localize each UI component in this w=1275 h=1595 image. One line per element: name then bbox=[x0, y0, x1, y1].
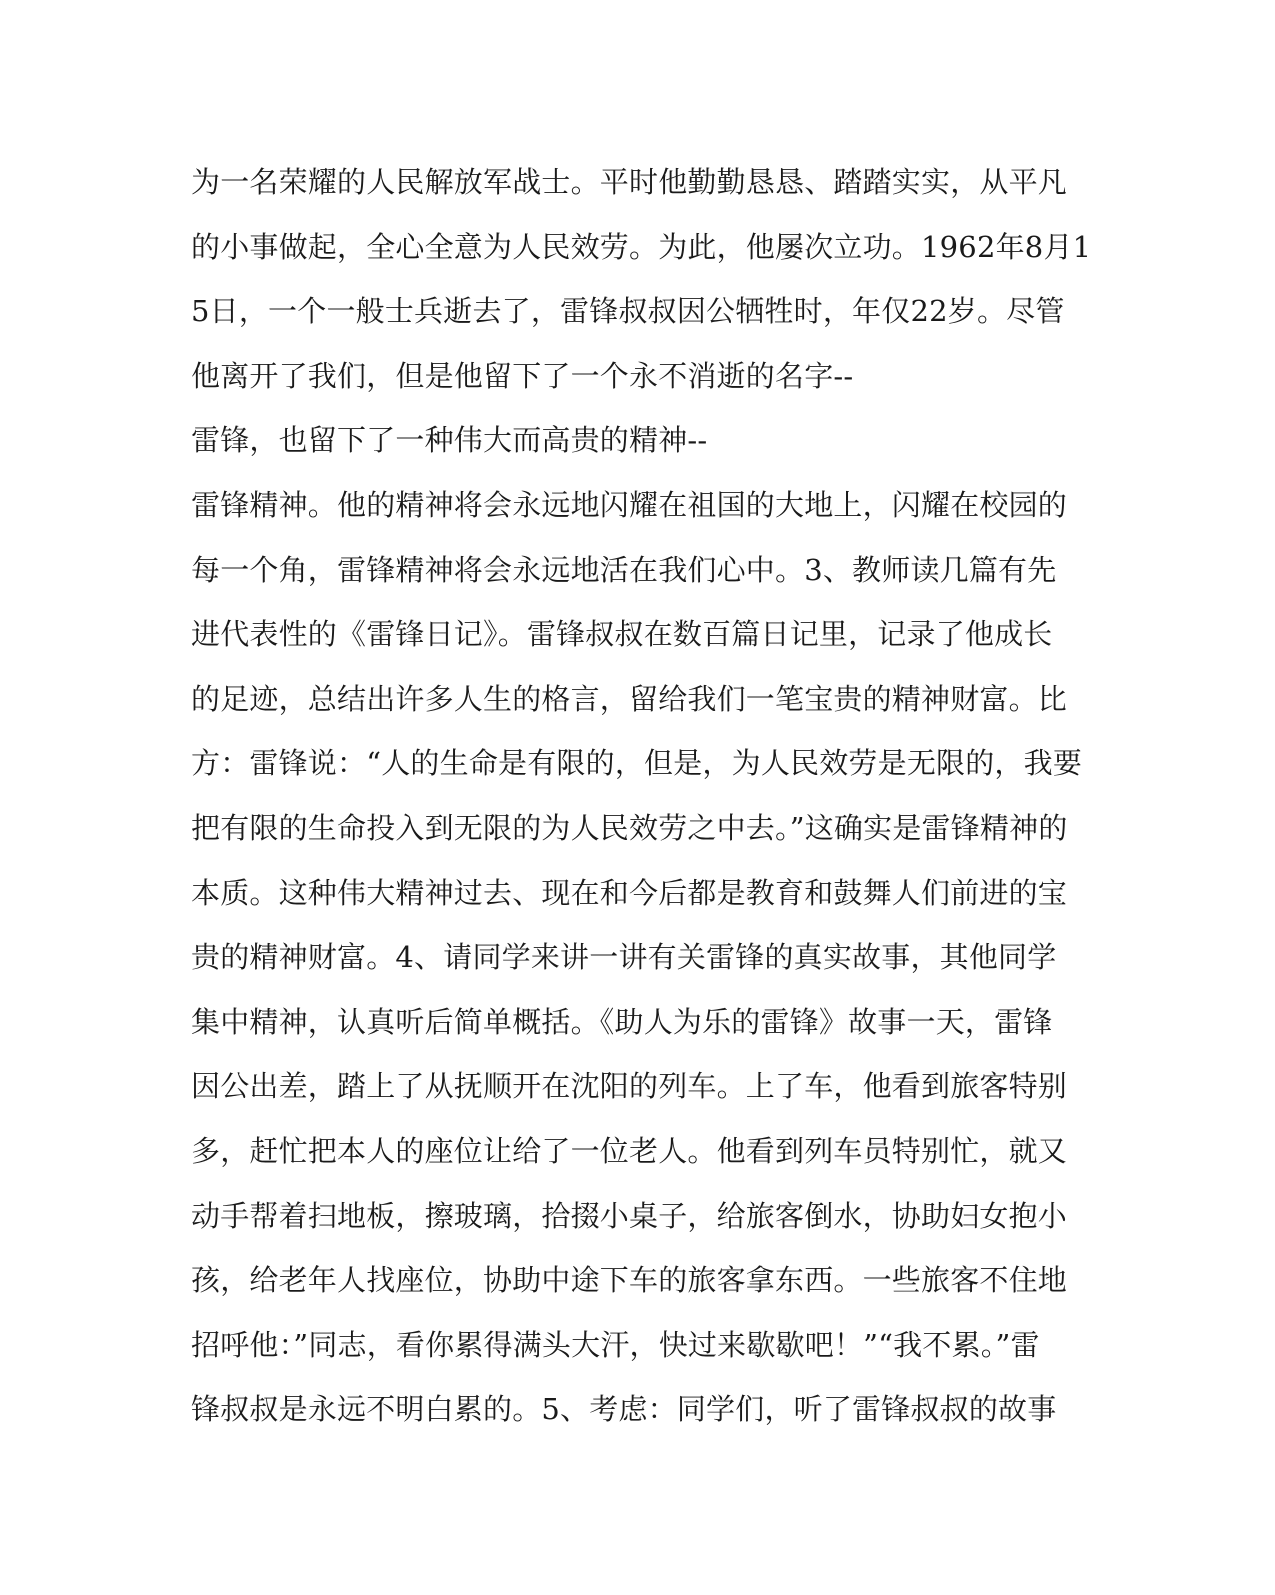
text-line: 招呼他：”同志，看你累得满头大汗，快过来歇歇吧！”“我不累。”雷 bbox=[191, 1327, 1040, 1362]
body-text bbox=[191, 150, 1091, 1442]
text-line: 的小事做起，全心全意为人民效劳。为此，他屡次立功。1962年8月1 bbox=[191, 229, 1092, 264]
text-line: 5日，一个一般士兵逝去了，雷锋叔叔因公牺牲时，年仅22岁。尽管 bbox=[191, 294, 1065, 329]
text-line: 他离开了我们，但是他留下了一个永不消逝的名字-- bbox=[191, 358, 854, 393]
text-line: 动手帮着扫地板，擦玻璃，拾掇小桌子，给旅客倒水，协助妇女抱小 bbox=[191, 1198, 1068, 1233]
text-line: 因公出差，踏上了从抚顺开在沈阳的列车。上了车，他看到旅客特别 bbox=[191, 1069, 1068, 1104]
text-line: 的足迹，总结出许多人生的格言，留给我们一笔宝贵的精神财富。比 bbox=[191, 681, 1068, 716]
text-line: 本质。这种伟大精神过去、现在和今后都是教育和鼓舞人们前进的宝 bbox=[191, 875, 1068, 910]
text-line: 锋叔叔是永远不明白累的。5、考虑：同学们，听了雷锋叔叔的故事 bbox=[191, 1392, 1057, 1427]
text-line: 把有限的生命投入到无限的为人民效劳之中去。”这确实是雷锋精神的 bbox=[191, 810, 1068, 845]
text-line: 雷锋，也留下了一种伟大而高贵的精神-- bbox=[191, 423, 708, 458]
text-line: 孩，给老年人找座位，协助中途下车的旅客拿东西。一些旅客不住地 bbox=[191, 1263, 1068, 1298]
text-line: 集中精神，认真听后简单概括。《助人为乐的雷锋》故事一天，雷锋 bbox=[191, 1004, 1053, 1039]
text-line: 多，赶忙把本人的座位让给了一位老人。他看到列车员特别忙，就又 bbox=[191, 1133, 1068, 1168]
text-line: 贵的精神财富。4、请同学来讲一讲有关雷锋的真实故事，其他同学 bbox=[191, 940, 1057, 975]
text-line: 每一个角，雷锋精神将会永远地活在我们心中。3、教师读几篇有先 bbox=[191, 552, 1057, 587]
text-line: 进代表性的《雷锋日记》。雷锋叔叔在数百篇日记里，记录了他成长 bbox=[191, 617, 1053, 652]
text-line: 方：雷锋说：“人的生命是有限的，但是，为人民效劳是无限的，我要 bbox=[191, 746, 1083, 781]
text-line: 雷锋精神。他的精神将会永远地闪耀在祖国的大地上，闪耀在校园的 bbox=[191, 487, 1068, 522]
text-line: 为一名荣耀的人民解放军战士。平时他勤勤恳恳、踏踏实实，从平凡 bbox=[191, 165, 1068, 199]
